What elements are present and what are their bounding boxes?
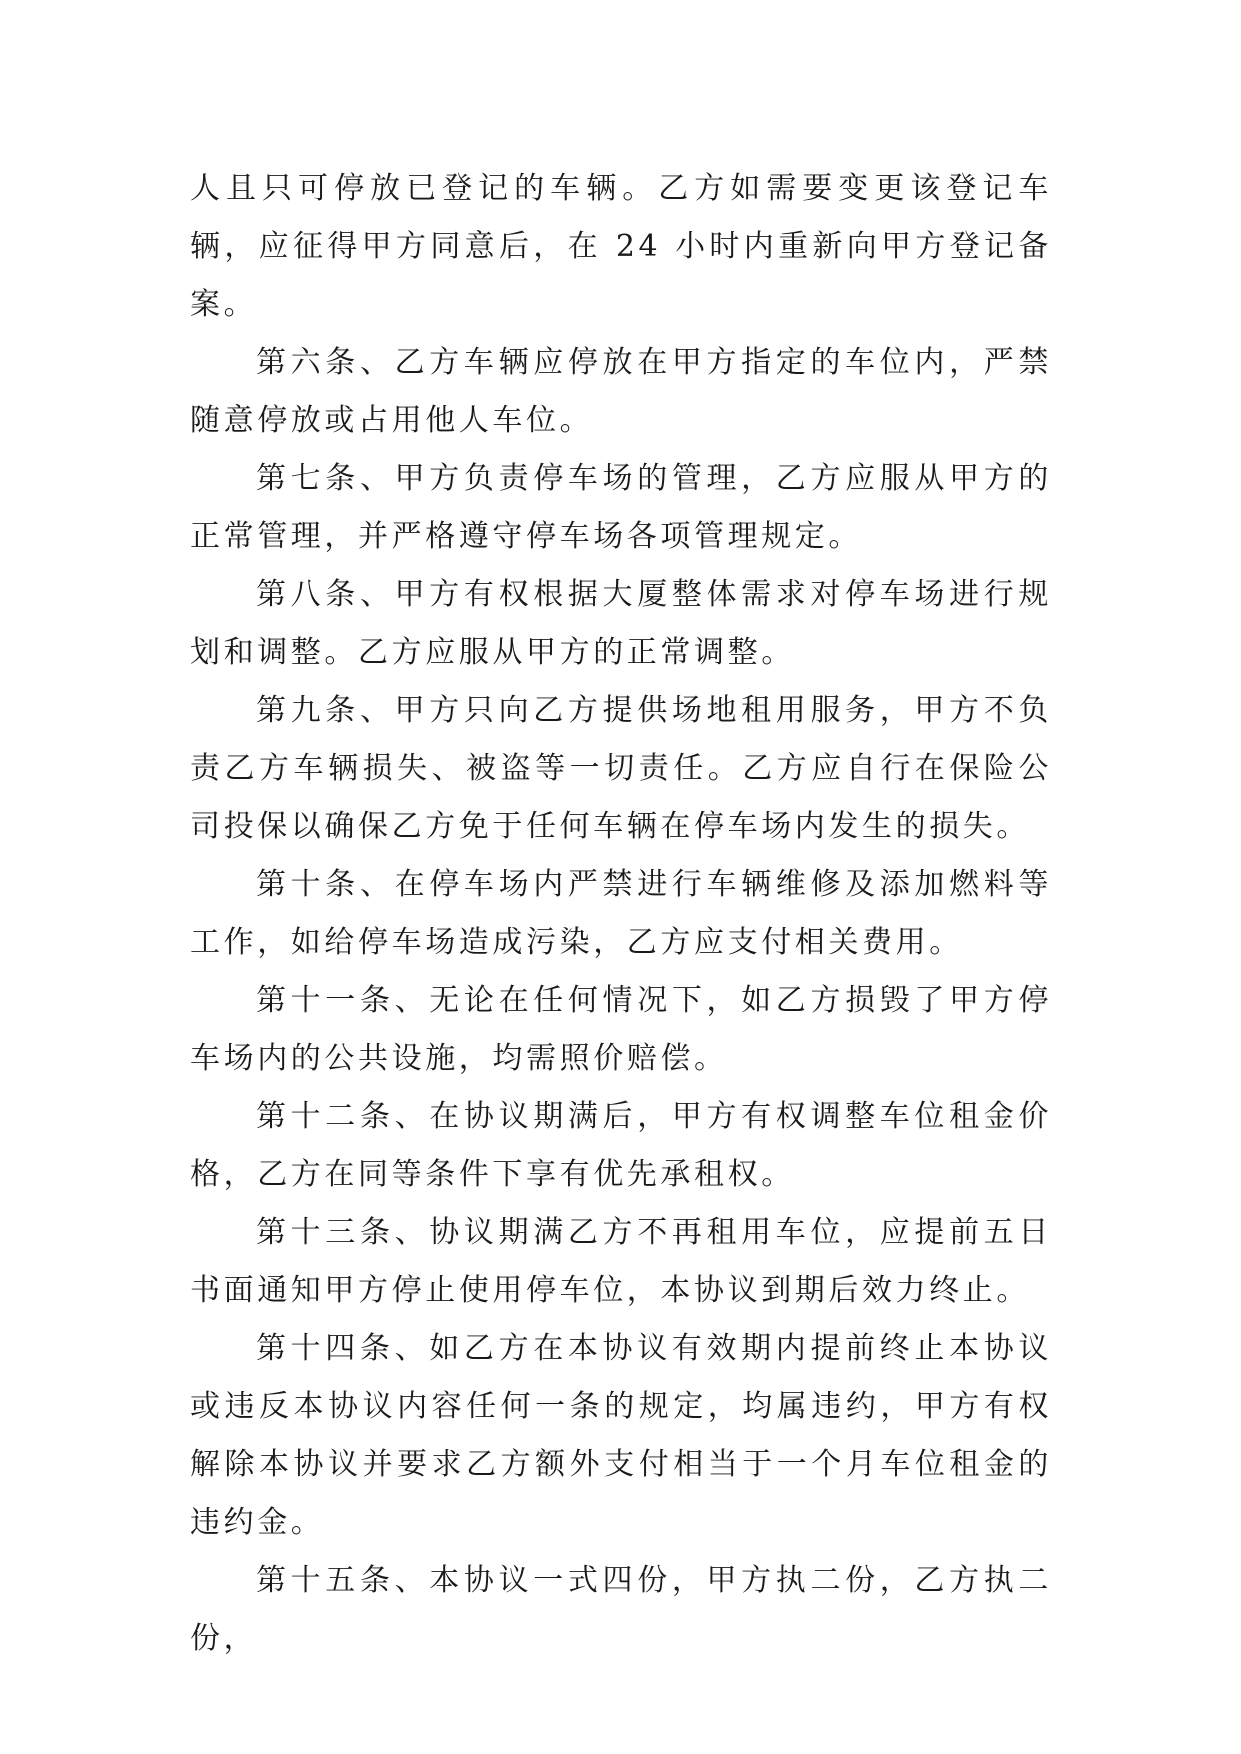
article-13: 第十三条、协议期满乙方不再租用车位，应提前五日书面通知甲方停止使用停车位，本协议到期后效力终止。 (190, 1215, 1052, 1308)
document-body (190, 160, 1052, 1668)
article-10: 第十条、在停车场内严禁进行车辆维修及添加燃料等工作，如给停车场造成污染，乙方应支付相关费用。 (190, 867, 1052, 960)
article-7: 第七条、甲方负责停车场的管理，乙方应服从甲方的正常管理，并严格遵守停车场各项管理规定。 (190, 461, 1052, 554)
paragraph-continuation: 人且只可停放已登记的车辆。乙方如需要变更该登记车辆，应征得甲方同意后，在 24 小时内重新向甲方登记备案。 (190, 171, 1052, 322)
article-14: 第十四条、如乙方在本协议有效期内提前终止本协议或违反本协议内容任何一条的规定，均属违约，甲方有权解除本协议并要求乙方额外支付相当于一个月车位租金的违约金。 (190, 1331, 1052, 1540)
article-11: 第十一条、无论在任何情况下，如乙方损毁了甲方停车场内的公共设施，均需照价赔偿。 (190, 983, 1052, 1076)
article-15: 第十五条、本协议一式四份，甲方执二份，乙方执二份， (190, 1563, 1052, 1656)
article-9: 第九条、甲方只向乙方提供场地租用服务，甲方不负责乙方车辆损失、被盗等一切责任。乙方应自行在保险公司投保以确保乙方免于任何车辆在停车场内发生的损失。 (190, 693, 1052, 844)
article-8: 第八条、甲方有权根据大厦整体需求对停车场进行规划和调整。乙方应服从甲方的正常调整。 (190, 577, 1052, 670)
article-12: 第十二条、在协议期满后，甲方有权调整车位租金价格，乙方在同等条件下享有优先承租权。 (190, 1099, 1052, 1192)
article-6: 第六条、乙方车辆应停放在甲方指定的车位内，严禁随意停放或占用他人车位。 (190, 345, 1052, 438)
